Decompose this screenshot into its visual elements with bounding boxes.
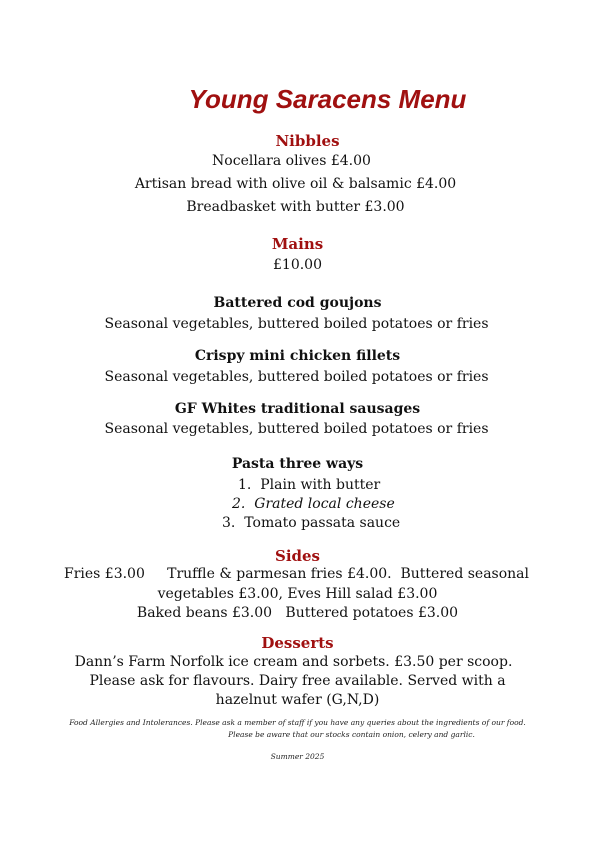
nibbles-item: Nocellara olives £4.00 (212, 153, 371, 169)
season-label: Summer 2025 (270, 752, 325, 761)
main-dish-description: Seasonal vegetables, buttered boiled potatoes or fries (104, 369, 489, 385)
desserts-heading: Desserts (261, 634, 334, 652)
sides-heading: Sides (274, 547, 320, 565)
pasta-option (232, 496, 395, 512)
main-dish-name: Battered cod goujons (213, 295, 382, 311)
nibbles-heading: Nibbles (275, 132, 340, 150)
menu-title: Young Saracens Menu (188, 84, 467, 114)
pasta-option-number: 1. (238, 477, 252, 493)
main-dish-description: Seasonal vegetables, buttered boiled potatoes or fries (104, 421, 489, 437)
pasta-option-number: 2. (232, 496, 246, 512)
mains-heading: Mains (271, 235, 324, 253)
desserts-line: Dann’s Farm Norfolk ice cream and sorbets. £3.50 per scoop. (74, 654, 513, 670)
sides-line: vegetables £3.00, Eves Hill salad £3.00 (157, 586, 438, 602)
main-dish-name: Crispy mini chicken fillets (194, 348, 401, 364)
desserts-line: hazelnut wafer (G,N,D) (215, 692, 380, 708)
pasta-option-text: Grated local cheese (254, 496, 395, 512)
main-dish-name: GF Whites traditional sausages (174, 401, 421, 417)
pasta-option (238, 477, 380, 493)
desserts-line: Please ask for flavours. Dairy free available. Served with a (89, 673, 506, 689)
sides-line: Baked beans £3.00 Buttered potatoes £3.00 (136, 605, 459, 621)
pasta-option-number: 3. (222, 515, 236, 531)
mains-price: £10.00 (273, 257, 322, 273)
sides-line: Fries £3.00 Truffle & parmesan fries £4.00. Buttered seasonal (63, 566, 529, 582)
nibbles-item: Artisan bread with olive oil & balsamic £4.00 (134, 176, 457, 192)
pasta-option (222, 515, 400, 531)
allergy-notice: Food Allergies and Intolerances. Please ask a member of staff if you have any queries about the ingredients of our food. (69, 718, 526, 727)
pasta-option-text: Plain with butter (260, 477, 381, 493)
nibbles-item: Breadbasket with butter £3.00 (186, 199, 405, 215)
pasta-dish-name: Pasta three ways (231, 456, 364, 472)
allergy-notice: Please be aware that our stocks contain onion, celery and garlic. (228, 730, 475, 739)
main-dish-description: Seasonal vegetables, buttered boiled potatoes or fries (104, 316, 489, 332)
pasta-option-text: Tomato passata sauce (244, 515, 401, 531)
